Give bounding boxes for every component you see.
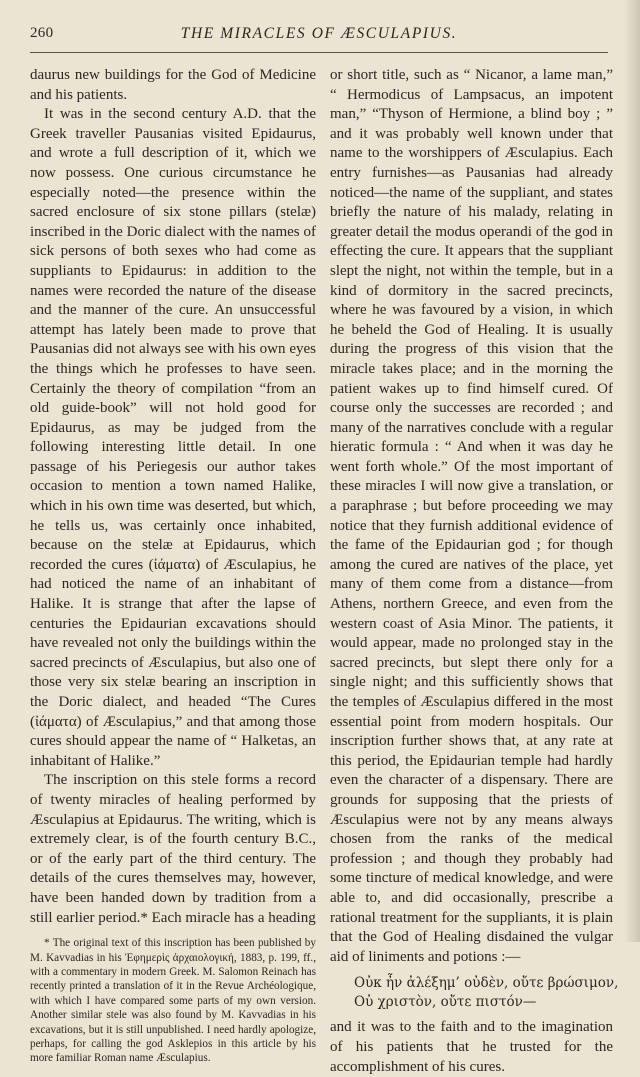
header-rule (30, 52, 608, 53)
footnote: * The original text of this inscription has been published by M. Kavvadias in his Ἐφημερὶς ἀρχαιολογική, 1883, p. 199, ff., with a commentary in modern Greek. M. Salomon Reinach has recently printed a translation of it in the Revue Archéologique, with which I have compared some parts of my own version. Another similar stele was also found by M. Kavvadias in his excavations, but it is still unpublished. I need hardly apologize, perhaps, for calling the god Asklepios in this article by his more familiar Roman name Æsculapius. (30, 937, 316, 1065)
running-title: THE MIRACLES OF ÆSCULAPIUS. (180, 25, 458, 42)
page-edge-shadow (624, 0, 640, 942)
verse-line: Οὐκ ἦν ἀλέξημ’ οὐδὲν, οὔτε βρώσιμον, (354, 975, 619, 992)
paragraph: and it was to the faith and to the imagination of his patients that he trusted for the accomplishment of his cures. (330, 1019, 613, 1075)
paragraph: daurus new buildings for the God of Medicine and his patients. (30, 67, 316, 103)
paragraph: It was in the second century A.D. that the Greek traveller Pausanias visited Epidaurus, and wrote a full description of it, which we now possess. One curious circumstance he especially noted—the presence within the sacred enclosure of six stone pillars (stelæ) inscribed in the Doric dialect with the names of sick persons of both sexes who had come as suppliants to Epidaurus: in addition to the names were recorded the nature of the disease and the manner of the cure. An unsuccessful attempt has lately been made to prove that Pausanias did not always see with his own eyes the things which he professes to have seen. Certainly the theory of compilation “from an old guide-book” will not hold good for Epidaurus, as may be judged from the following interesting little detail. In one passage of his Periegesis our author takes occasion to mention a town named Halike, which in his own time was deserted, but which, he tells us, was certainly once inhabited, because on the stelæ at Epidaurus, which recorded the cures (ἰάματα) of Æsculapius, he had noticed the name of an inhabitant of Halike. It is strange that after the lapse of centuries the Epidaurian excavations should have revealed not only the buildings within the sacred precincts of Æsculapius, but also one of those very six stelæ bearing an inscription in the Doric dialect, and headed “The Cures (ἰάματα) of Æsculapius,” and that among those cures should appear the name of “ Halketas, an inhabitant of Halike.” (30, 106, 316, 769)
page-number: 260 (30, 25, 54, 41)
greek-verse-quotation (354, 974, 619, 1012)
left-column (30, 66, 316, 1066)
page-header (30, 25, 608, 49)
paragraph: or short title, such as “ Nicanor, a lame man,” “ Hermodicus of Lampsacus, an impotent man,” “Thyson of Hermione, a blind boy ; ” and it was probably well known under that name to the worshippers of Æsculapius. Each entry furnishes—as Pausanias had already noticed—the name of the suppliant, and states briefly the nature of his malady, relating in greater detail the modus operandi of the god in effecting the cure. It appears that the suppliant slept the night, not within the temple, but in a kind of dormitory in the sacred precincts, where he was favoured by a vision, in which he beheld the God of Healing. It is usually during the progress of this vision that the miracle takes place; and in the morning the patient wakes up to find himself cured. Of course only the successes are recorded ; and many of the narratives conclude with a regular hieratic formula : “ And when it was day he went forth whole.” Of the most important of these miracles I will now give a translation, or a paraphrase ; but before proceeding we may notice that they furnish additional evidence of the fame of the Epidaurian god ; for though among the cured are natives of the place, yet many of them come from a distance—from Athens, northern Greece, and even from the western coast of Asia Minor. The patients, it would appear, made no prolonged stay in the sacred precincts, but slept there only for a single night; and this sufficiently shows that the temples of Æsculapius differed in the most essential point from modern hospitals. Our inscription further shows that, at any rate at this period, the Epidaurian temple had hardly even the character of a dispensary. There are grounds for supposing that the priests of Æsculapius were not by any means always chosen from the ranks of the medical profession ; and though they probably had some tincture of medical knowledge, and were able to, and did occasionally, prescribe a rational treatment for the suppliants, it is plain that the God of Healing disdained the vulgar aid of liniments and potions :— (330, 67, 613, 965)
paragraph: The inscription on this stele forms a record of twenty miracles of healing performed by Æsculapius at Epidaurus. The writing, which is extremely clear, is of the fourth century B.C., or of the early part of the third century. The details of the cures themselves may, however, have been handed down by tradition from a still earlier period.* Each miracle has a heading (30, 772, 316, 926)
right-column (330, 66, 619, 1077)
verse-line: Οὐ χριστὸν, οὔτε πιστόν— (354, 994, 537, 1011)
